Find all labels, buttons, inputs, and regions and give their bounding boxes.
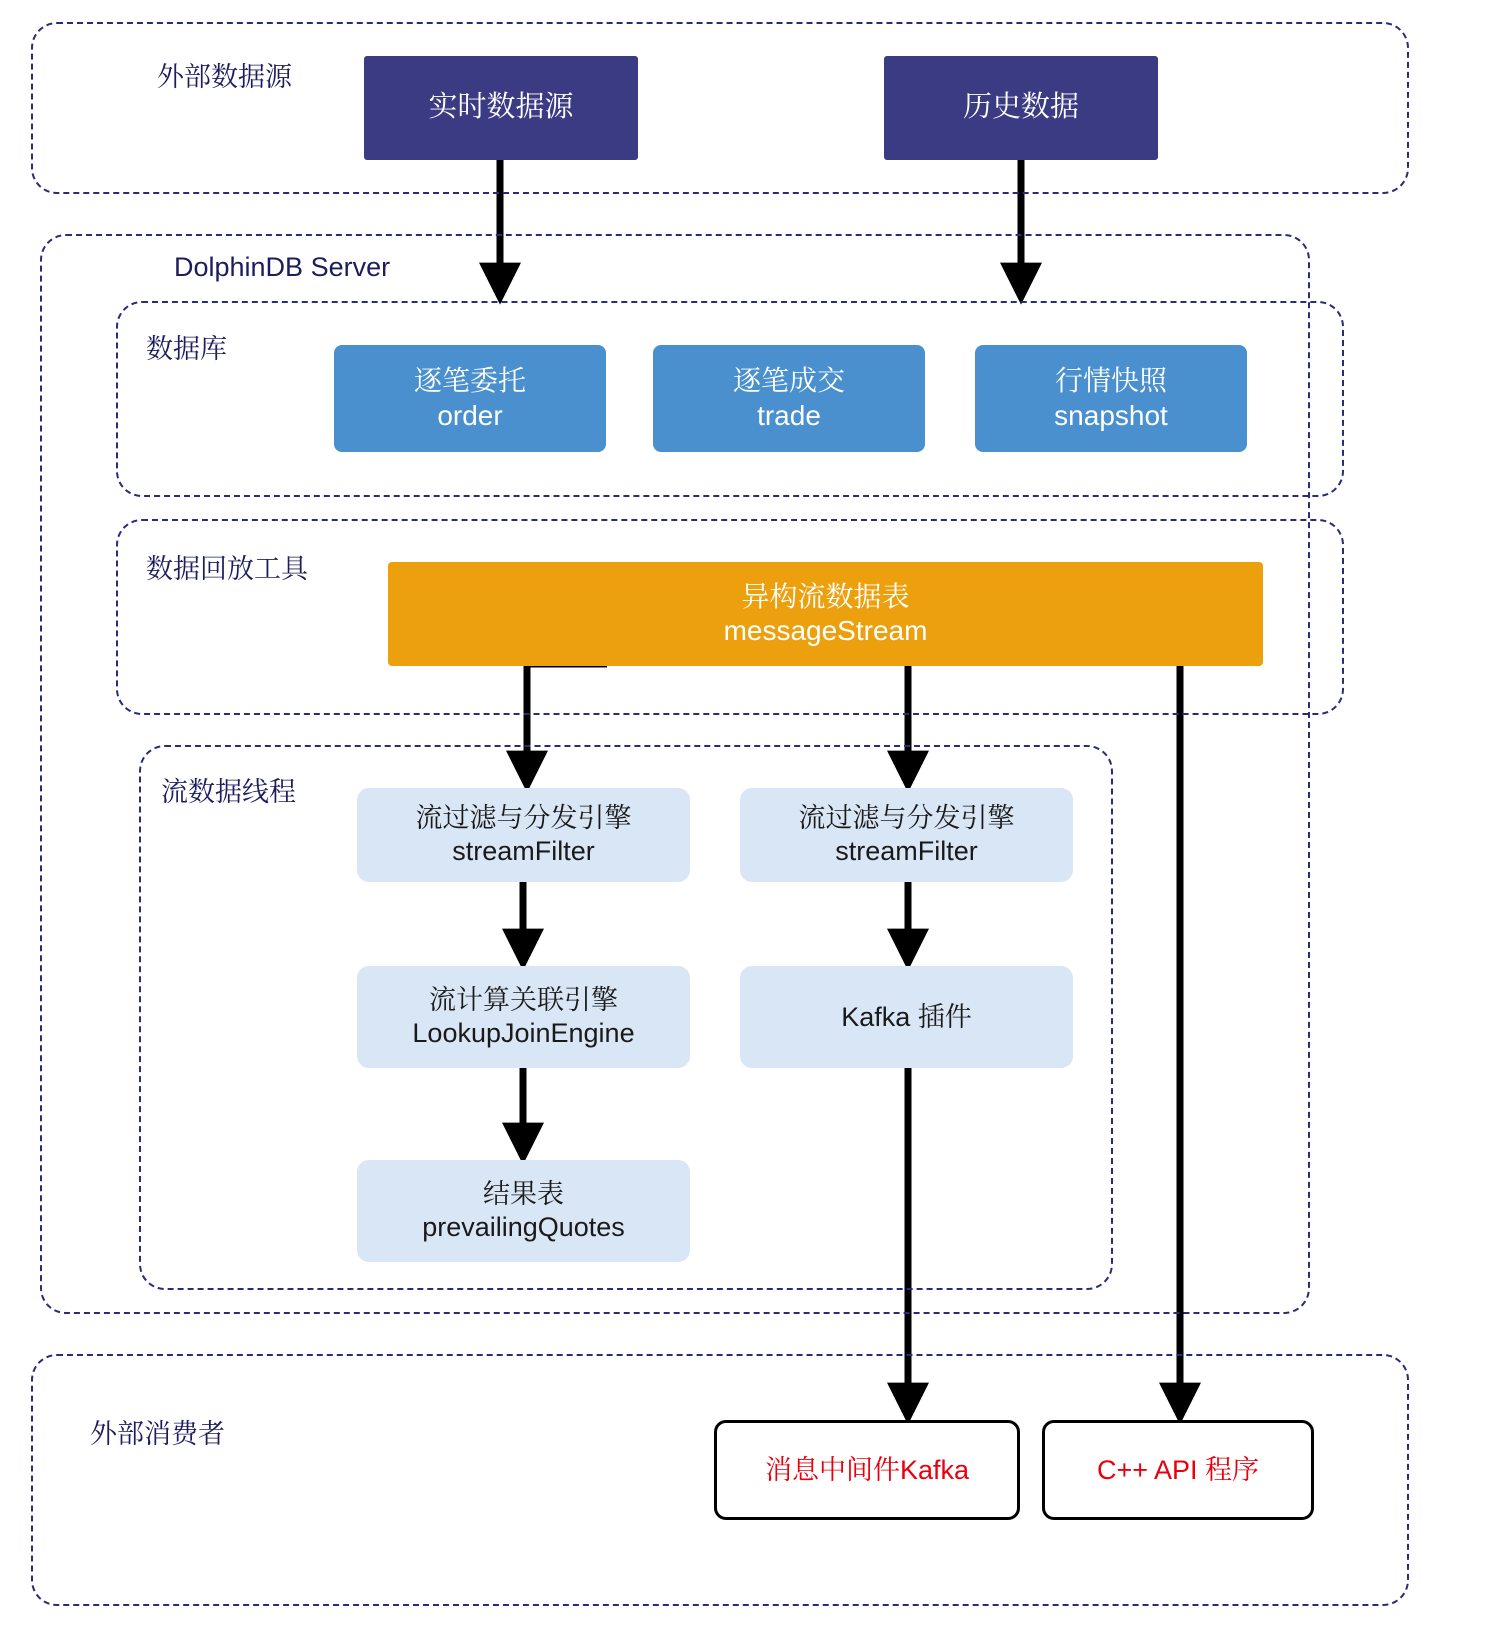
node-kafka-consumer-line1: 消息中间件Kafka — [764, 1454, 970, 1485]
node-result-table[interactable] — [357, 1160, 690, 1262]
group-label-external-data-source: 外部数据源 — [157, 62, 292, 92]
node-cpp-api-line1: C++ API 程序 — [1096, 1454, 1260, 1485]
node-stream-filter-left-line2: streamFilter — [452, 836, 595, 866]
node-cpp-api[interactable] — [1042, 1420, 1314, 1520]
node-history-data-line1: 历史数据 — [962, 91, 1079, 124]
node-db-order-line2: order — [437, 399, 503, 431]
node-stream-filter-left[interactable] — [357, 788, 690, 882]
group-label-database: 数据库 — [146, 334, 227, 364]
node-history-data[interactable] — [884, 56, 1158, 160]
node-realtime-source[interactable] — [364, 56, 638, 160]
node-stream-filter-right-line2: streamFilter — [835, 836, 978, 866]
node-kafka-plugin-line1: Kafka 插件 — [841, 1001, 972, 1032]
node-db-snapshot[interactable] — [975, 345, 1247, 452]
node-stream-filter-right-line1: 流过滤与分发引擎 — [798, 803, 1015, 834]
node-lookup-join-engine-line2: LookupJoinEngine — [412, 1018, 635, 1048]
node-db-trade-line1: 逐笔成交 — [732, 365, 845, 397]
group-external-data-source — [31, 22, 1409, 194]
node-lookup-join-engine[interactable] — [357, 966, 690, 1068]
node-kafka-consumer[interactable] — [714, 1420, 1020, 1520]
group-label-stream-thread: 流数据线程 — [161, 777, 296, 807]
node-db-snapshot-line1: 行情快照 — [1054, 365, 1167, 397]
node-lookup-join-engine-line1: 流计算关联引擎 — [429, 985, 618, 1016]
node-kafka-plugin[interactable] — [740, 966, 1073, 1068]
node-stream-filter-left-line1: 流过滤与分发引擎 — [415, 803, 632, 834]
node-db-snapshot-line2: snapshot — [1054, 399, 1168, 431]
node-realtime-source-line1: 实时数据源 — [428, 91, 574, 124]
group-label-external-consumer: 外部消费者 — [90, 1419, 225, 1449]
node-db-trade[interactable] — [653, 345, 925, 452]
node-db-order-line1: 逐笔委托 — [413, 365, 526, 397]
node-message-stream[interactable] — [388, 562, 1263, 666]
group-label-data-replay-tool: 数据回放工具 — [146, 554, 308, 584]
node-message-stream-line2: messageStream — [723, 615, 928, 646]
node-db-order[interactable] — [334, 345, 606, 452]
node-result-table-line1: 结果表 — [483, 1179, 564, 1210]
group-label-dolphindb-server: DolphinDB Server — [174, 252, 391, 282]
node-stream-filter-right[interactable] — [740, 788, 1073, 882]
node-message-stream-line1: 异构流数据表 — [741, 580, 910, 612]
node-db-trade-line2: trade — [757, 399, 821, 431]
node-result-table-line2: prevailingQuotes — [422, 1212, 625, 1242]
